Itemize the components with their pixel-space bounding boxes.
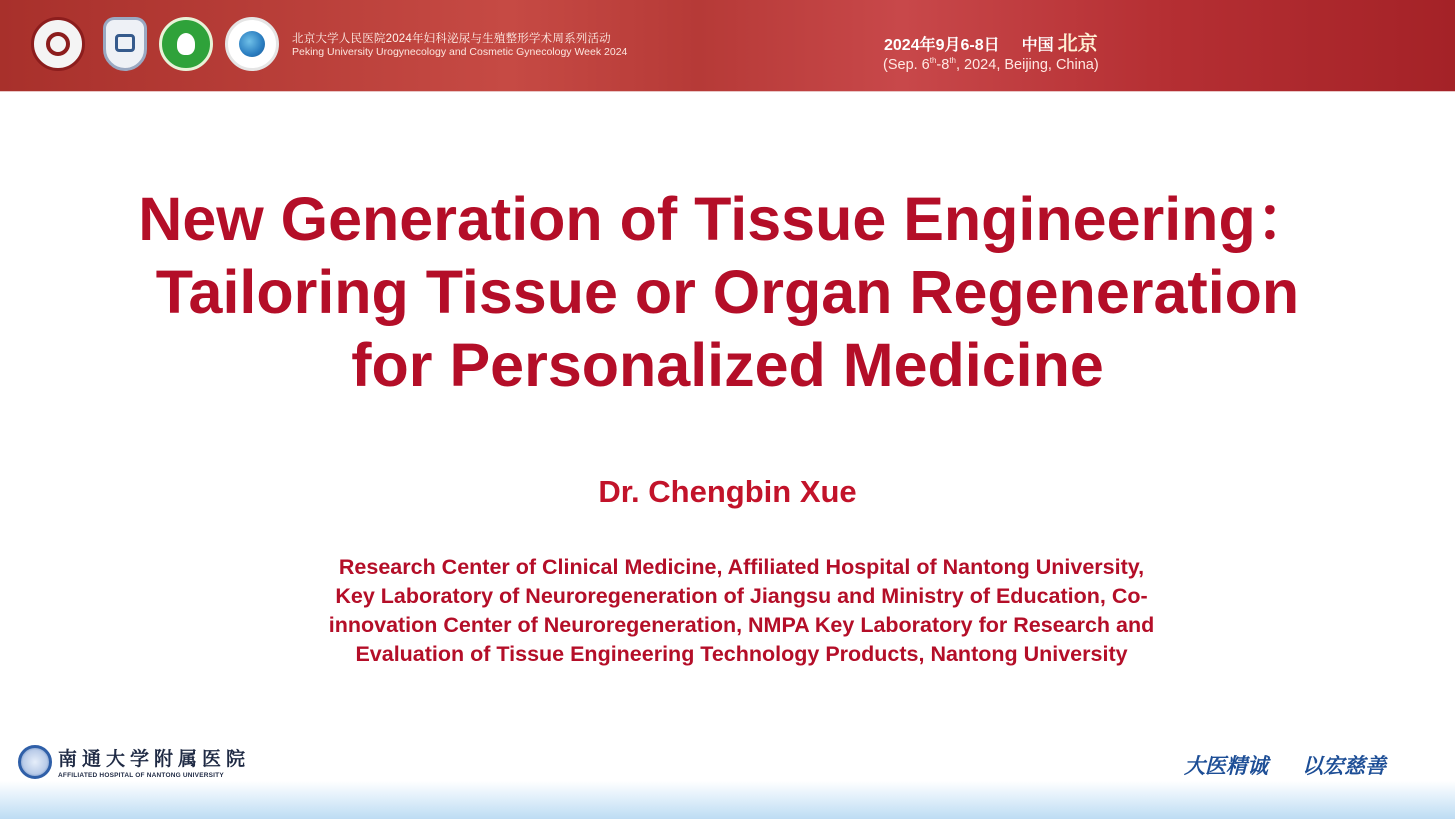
date-en-sup: th	[949, 56, 956, 65]
affiliation-line: Research Center of Clinical Medicine, Affiliated Hospital of Nantong University,	[338, 555, 1145, 579]
header-banner	[0, 0, 1455, 92]
date-en-part: (Sep. 6	[883, 56, 930, 73]
title-line: for Personalized Medicine	[351, 331, 1104, 399]
event-title-cn: 北京大学人民医院2024年妇科泌尿与生殖整形学术周系列活动	[292, 33, 611, 45]
affiliation-line: innovation Center of Neuroregeneration, NMPA Key Laboratory for Research and	[328, 613, 1155, 637]
hospital-name-en: AFFILIATED HOSPITAL OF NANTONG UNIVERSITY	[58, 772, 224, 779]
date-en-sup: th	[929, 56, 937, 65]
motto-part: 以宏慈善	[1302, 753, 1386, 778]
event-title-en: Peking University Urogynecology and Cosmetic Gynecology Week 2024	[292, 46, 628, 58]
date-en-part: -8	[936, 56, 950, 73]
event-date-en	[883, 56, 1099, 73]
hospital-name-cn: 南通大学附属医院	[58, 748, 251, 770]
pku-logo-icon	[31, 17, 85, 71]
logo-group	[31, 17, 279, 71]
nantong-hospital-logo	[18, 744, 250, 779]
title-line: New Generation of Tissue Engineering：	[138, 185, 1317, 253]
affiliation-line: Evaluation of Tissue Engineering Technology Products, Nantong University	[355, 642, 1128, 666]
affiliation-block	[200, 553, 1283, 669]
date-en-part: , 2024, Beijing, China)	[956, 56, 1099, 73]
hospital-logo-icon	[103, 17, 147, 71]
slide-title	[80, 183, 1375, 402]
bottom-gradient-band	[0, 781, 1455, 819]
city-calligraphy: 北京	[1057, 31, 1098, 55]
author-name: Dr. Chengbin Xue	[598, 474, 857, 509]
affiliation-line: Key Laboratory of Neuroregeneration of Jiangsu and Ministry of Education, Co-	[335, 584, 1148, 608]
hospital-motto	[1184, 750, 1386, 780]
hospital-name	[58, 744, 250, 779]
date-cn-text: 2024年9月6-8日	[884, 37, 1000, 54]
globe-logo-icon	[225, 17, 279, 71]
motto-part: 大医精诚	[1184, 753, 1268, 778]
event-date-cn	[884, 27, 1098, 56]
city-cn-text: 中国	[1021, 37, 1054, 54]
green-leaf-logo-icon	[159, 17, 213, 71]
title-line: Tailoring Tissue or Organ Regeneration	[155, 258, 1300, 326]
hospital-seal-icon	[18, 745, 52, 779]
